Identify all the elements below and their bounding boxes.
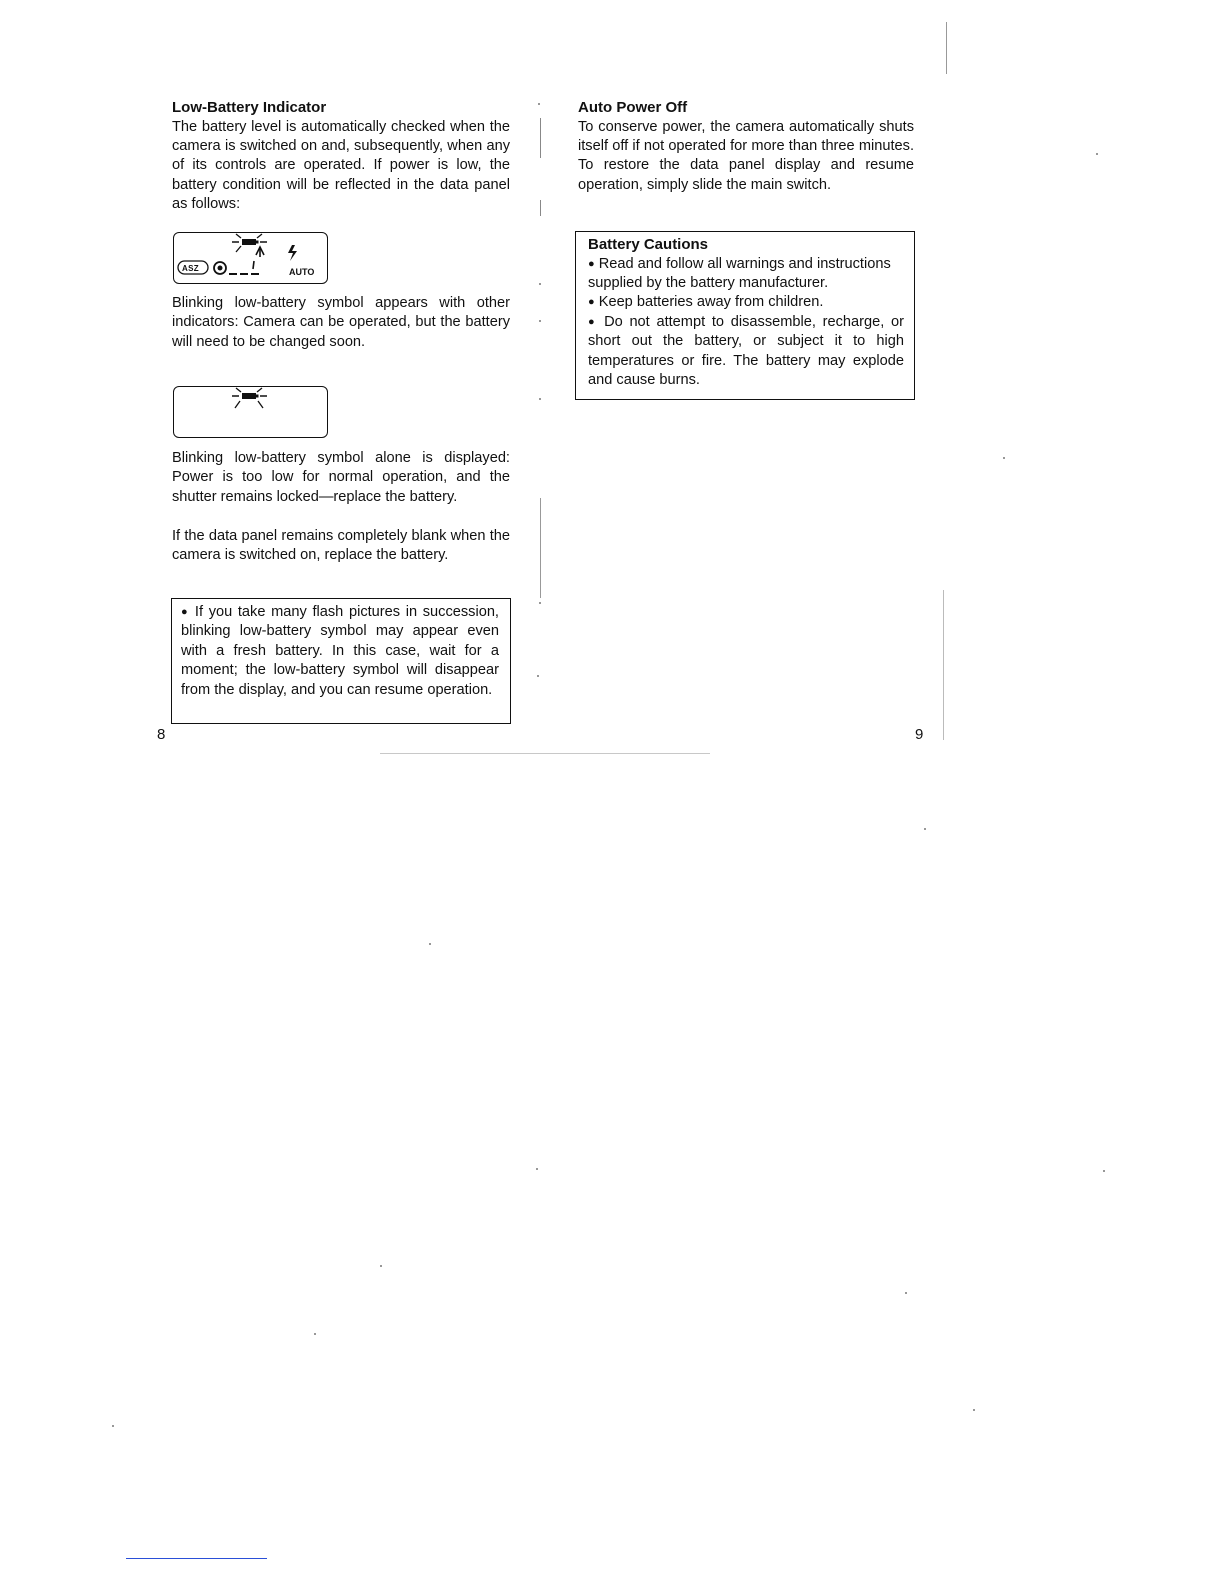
gutter-mark [946, 22, 947, 74]
scan-speck [112, 1425, 114, 1427]
caution-item [588, 293, 904, 312]
left-column [172, 98, 510, 215]
flash-note-body: If you take many flash pictures in succession, blinking low-battery symbol may appear even with a fresh battery. In this case, wait for a moment; the low-battery symbol will disappear from the display, and you can resume operation. [181, 604, 499, 698]
data-panel-with-indicators [173, 232, 328, 284]
gutter-mark [540, 200, 541, 216]
gutter-mark [540, 498, 541, 598]
scan-speck [380, 1265, 382, 1267]
scan-speck [924, 828, 926, 830]
low-battery-intro: The battery level is automatically checked when the camera is switched on and, subsequently, when any of its controls are operated. If power is low, the battery condition will be reflected in the data panel as follows: [172, 118, 510, 213]
scan-speck [973, 1409, 975, 1411]
battery-cautions-box [575, 231, 915, 400]
scan-speck [1096, 153, 1098, 155]
scan-speck [905, 1292, 907, 1294]
flash-note-text [181, 603, 499, 700]
gutter-mark [540, 118, 541, 158]
blank-panel-note: If the data panel remains completely blank when the camera is switched on, replace the battery. [172, 528, 510, 564]
flash-note-box [171, 598, 511, 724]
scan-edge-line [126, 1558, 267, 1559]
bullet-icon: ● [588, 296, 595, 309]
auto-power-off-body: To conserve power, the camera automatically shuts itself off if not operated for more than three minutes. To restore the data panel display and resume operation, simply slide the main switch. [578, 118, 914, 193]
asz-label: ASZ [182, 264, 199, 273]
low-battery-alone-icon [174, 387, 330, 440]
scan-speck [1003, 457, 1005, 459]
scan-speck [536, 1168, 538, 1170]
caution-item-text: Read and follow all warnings and instructions supplied by the battery manufacturer. [588, 255, 891, 291]
low-battery-symbol-icon [174, 233, 330, 286]
right-column [578, 98, 914, 195]
bullet-icon: ● [588, 315, 598, 328]
data-panel-battery-only [173, 386, 328, 438]
bullet-icon: ● [588, 257, 595, 270]
scan-speck [538, 103, 540, 105]
scan-speck [539, 283, 541, 285]
scan-speck [1103, 1170, 1105, 1172]
scan-speck [314, 1333, 316, 1335]
scan-speck [429, 943, 431, 945]
scan-speck [539, 320, 541, 322]
battery-cautions-title: Battery Cautions [588, 236, 709, 253]
battery-cautions-content [588, 235, 904, 390]
caution-item [588, 255, 904, 294]
page-number-left: 8 [157, 726, 166, 743]
scan-speck [539, 398, 541, 400]
scan-speck [539, 602, 541, 604]
caption-low-battery-alone: Blinking low-battery symbol alone is displayed: Power is too low for normal operation, and the shutter remains locked—replace the battery. [172, 450, 510, 505]
scan-speck [537, 675, 539, 677]
caution-item-text: Do not attempt to disassemble, recharge, or short out the battery, or subject it to high temperatures or fire. The battery may explode and cause burns. [588, 313, 904, 388]
caption-low-battery-with-indicators: Blinking low-battery symbol appears with other indicators: Camera can be operated, but the battery will need to be changed soon. [172, 295, 510, 350]
auto-power-off-heading: Auto Power Off [578, 99, 688, 116]
scan-line [380, 753, 710, 754]
low-battery-heading: Low-Battery Indicator [172, 99, 327, 116]
page-number-right: 9 [915, 726, 924, 743]
auto-label: AUTO [289, 267, 315, 277]
gutter-mark [943, 590, 944, 740]
bullet-icon: ● [181, 606, 190, 618]
caution-item [588, 313, 904, 391]
caution-item-text: Keep batteries away from children. [598, 294, 824, 311]
